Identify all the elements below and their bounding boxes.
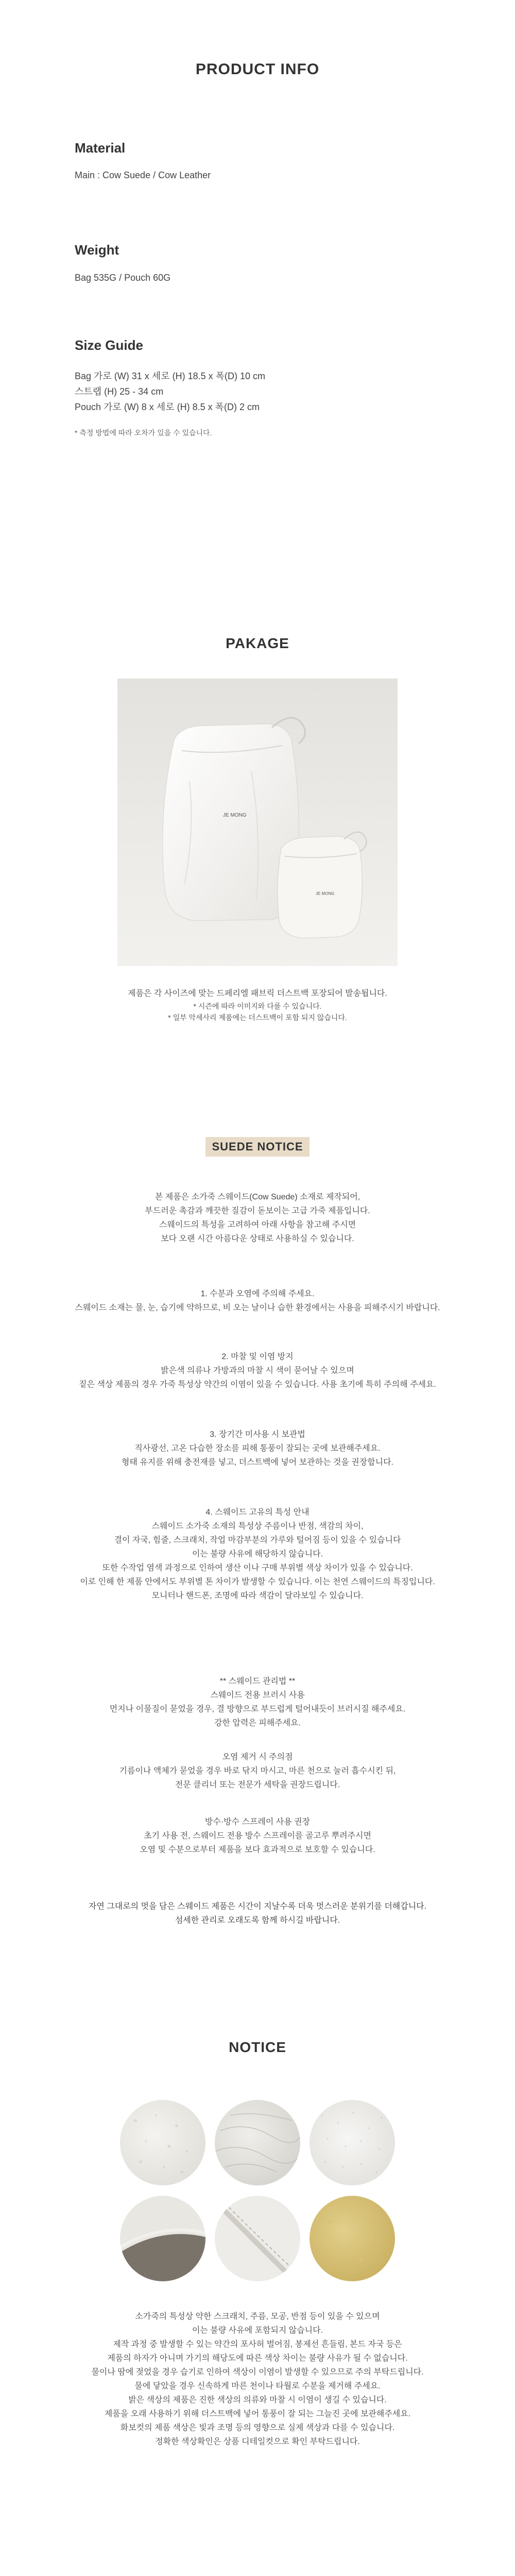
pore-pattern bbox=[310, 2100, 395, 2185]
suede-stain-title: 오염 제거 시 주의점 bbox=[222, 1753, 293, 1761]
suede-item-line: 이로 인해 한 제품 안에서도 부위별 톤 차이가 발생할 수 있습니다. 이는 천연 스웨이드의 특징입니다. bbox=[80, 1578, 435, 1586]
package-description bbox=[0, 987, 515, 1023]
material-value: Main : Cow Suede / Cow Leather bbox=[75, 170, 211, 180]
size-guide-line: Bag 가로 (W) 31 x 세로 (H) 18.5 x 폭(D) 10 cm bbox=[75, 371, 265, 381]
suede-item-title: 1. 수분과 오염에 주의해 주세요. bbox=[200, 1290, 315, 1298]
suede-spray-line: 초기 사용 전, 스웨이드 전용 방수 스프레이를 골고루 뿌려주시면 bbox=[144, 1832, 371, 1840]
suede-item-1 bbox=[0, 1287, 515, 1315]
weight-heading: Weight bbox=[75, 242, 119, 258]
suede-care-line: 먼지나 이물질이 묻었을 경우, 결 방향으로 부드럽게 털어내듯이 브러시질 해주세요. bbox=[109, 1705, 406, 1714]
notice-line: 이는 불량 사유에 포함되지 않습니다. bbox=[192, 2326, 323, 2335]
texture-pattern bbox=[120, 2100, 205, 2185]
suede-item-line: 스웨이드 소재는 물, 눈, 습기에 약하므로, 비 오는 날이나 습한 환경에서는 사용을 피해주시기 바랍니다. bbox=[75, 1303, 440, 1312]
notice-line: 소가죽의 특성상 약한 스크래치, 주름, 모공, 반점 등이 있을 수 있으며 bbox=[135, 2312, 380, 2321]
suede-item-line: 또한 수작업 염색 과정으로 인하여 생산 이나 구매 부위별 색상 차이가 있을 수 있습니다. bbox=[102, 1564, 413, 1572]
material-heading: Material bbox=[75, 140, 126, 156]
suede-item-line: 직사광선, 고온 다습한 장소를 피해 통풍이 잘되는 곳에 보관해주세요. bbox=[134, 1444, 381, 1453]
suede-item-line: 스웨이드 소가죽 소재의 특성상 주름이나 반점, 색감의 차이, bbox=[151, 1522, 364, 1531]
suede-item-line: 형태 유지를 위해 충전재를 넣고, 더스트백에 넣어 보관하는 것을 권장합니다. bbox=[121, 1458, 394, 1467]
suede-item-line: 모니터나 핸드폰, 조명에 따라 색감이 달라보일 수 있습니다. bbox=[151, 1591, 364, 1600]
suede-intro bbox=[0, 1190, 515, 1246]
size-guide-line: Pouch 가로 (W) 8 x 세로 (H) 8.5 x 폭(D) 2 cm bbox=[75, 402, 260, 412]
suede-closing-line: 섬세한 관리로 오래도록 함께 하시길 바랍니다. bbox=[175, 1916, 340, 1925]
suede-item-line: 밝은색 의류나 가방과의 마찰 시 색이 묻어날 수 있으며 bbox=[161, 1366, 354, 1375]
pouch-label-text: JE MONG bbox=[316, 891, 335, 896]
suede-item-title: 4. 스웨이드 고유의 특성 안내 bbox=[205, 1508, 310, 1517]
suede-spray bbox=[0, 1815, 515, 1857]
suede-closing-line: 자연 그대로의 멋을 담은 스웨이드 제품은 시간이 지날수록 더욱 멋스러운 분위기를 더해갑니다. bbox=[88, 1902, 427, 1911]
notice-title: NOTICE bbox=[229, 2039, 286, 2055]
suede-texture bbox=[310, 2196, 395, 2281]
edge-pattern bbox=[120, 2196, 205, 2281]
package-note: * 일부 악세사리 제품에는 더스트백이 포함 되지 않습니다. bbox=[168, 1013, 347, 1022]
notice-line: 제품의 하자가 아니며 가기의 해당도에 따른 색상 차이는 불량 사유가 될 수 없습니다. bbox=[107, 2354, 408, 2363]
suede-notice-title: SUEDE NOTICE bbox=[205, 1137, 310, 1157]
notice-line: 물에 닿았을 경우 신속하게 마른 천이나 타월로 수분을 제거해 주세요. bbox=[134, 2382, 381, 2391]
suede-item-title: 2. 마찰 및 이염 방지 bbox=[221, 1352, 294, 1361]
suede-item-title: 3. 장기간 미사용 시 보관법 bbox=[210, 1430, 305, 1439]
suede-color-swatch bbox=[310, 2196, 395, 2281]
weight-value: Bag 535G / Pouch 60G bbox=[75, 273, 171, 283]
leather-texture-swatch bbox=[120, 2100, 205, 2185]
suede-care bbox=[0, 1674, 515, 1730]
suede-item-line: 짙은 색상 제품의 경우 가죽 특성상 약간의 이염이 있을 수 있습니다. 사용 초기에 특히 주의해 주세요. bbox=[79, 1380, 436, 1389]
suede-item-3 bbox=[0, 1428, 515, 1469]
notice-line: 제작 과정 중 발생할 수 있는 약간의 포사허 벌어짐, 봉제선 흔들림, 본드 자국 등은 bbox=[113, 2340, 402, 2349]
suede-care-line: 강한 압력은 피해주세요. bbox=[214, 1719, 301, 1727]
suede-item-line: 결이 자국, 힘줄, 스크래치, 작업 마감부분의 가루와 털어짐 등이 있을 수 있습니다 bbox=[114, 1536, 401, 1545]
suede-spray-line: 오염 및 수분으로부터 제품을 보다 효과적으로 보호할 수 있습니다. bbox=[140, 1845, 375, 1854]
package-note: * 시즌에 따라 이미지와 다를 수 있습니다. bbox=[193, 1002, 322, 1010]
notice-line: 물이나 땀에 젖었을 경우 습기로 인하여 색상이 이염이 발생할 수 있으므로 주의 부탁드립니다. bbox=[91, 2368, 424, 2377]
seam-pattern bbox=[215, 2196, 300, 2281]
suede-care-subtitle: 스웨이드 전용 브러시 사용 bbox=[210, 1691, 305, 1700]
size-guide-line: 스트랩 (H) 25 - 34 cm bbox=[75, 386, 164, 397]
package-line: 제품은 각 사이즈에 맞는 드페리엘 패브릭 더스트백 포장되어 발송됩니다. bbox=[128, 989, 387, 998]
package-image bbox=[117, 679, 398, 966]
wrinkle-pattern bbox=[215, 2100, 300, 2185]
leather-wrinkle-swatch bbox=[215, 2100, 300, 2185]
suede-item-2 bbox=[0, 1350, 515, 1392]
notice-description bbox=[0, 2310, 515, 2449]
stitch-edge-swatch bbox=[120, 2196, 205, 2281]
seam-swatch bbox=[215, 2196, 300, 2281]
suede-stain-line: 기름이나 액체가 묻었을 경우 바로 닦지 마시고, 마른 천으로 눌러 흡수시킨 뒤, bbox=[119, 1767, 396, 1775]
suede-intro-line: 스웨이드의 특성을 고려하여 아래 사항을 참고해 주시면 bbox=[159, 1221, 356, 1229]
suede-closing bbox=[0, 1900, 515, 1927]
notice-line: 제품을 오래 사용하기 위해 더스트백에 넣어 통풍이 잘 되는 그늘진 곳에 보관해주세요. bbox=[104, 2410, 411, 2418]
suede-item-line: 이는 불량 사유에 해당하지 않습니다. bbox=[192, 1550, 323, 1558]
suede-spray-title: 방수·방수 스프레이 사용 권장 bbox=[204, 1818, 311, 1826]
suede-stain bbox=[0, 1750, 515, 1792]
package-title: PAKAGE bbox=[226, 635, 289, 651]
suede-intro-line: 보다 오랜 시간 아름다운 상태로 사용하실 수 있습니다. bbox=[161, 1234, 354, 1243]
notice-line: 정확한 색상확인은 상품 디테일컷으로 확인 부탁드립니다. bbox=[155, 2437, 360, 2446]
notice-line: 밝은 색상의 제품은 진한 색상의 의류와 마찰 시 이염이 생길 수 있습니다. bbox=[128, 2396, 387, 2404]
suede-item-4 bbox=[0, 1505, 515, 1603]
bag-label-text: JE MONG bbox=[223, 812, 247, 818]
suede-stain-line: 전문 클리너 또는 전문가 세탁을 권장드립니다. bbox=[175, 1781, 340, 1789]
suede-intro-line: 본 제품은 소가죽 스웨이드(Cow Suede) 소재로 제작되어, bbox=[154, 1193, 360, 1201]
suede-intro-line: 부드러운 촉감과 깨끗한 질감이 돋보이는 고급 가죽 제품입니다. bbox=[145, 1207, 370, 1215]
leather-pore-swatch bbox=[310, 2100, 395, 2185]
dust-bag-illustration bbox=[117, 679, 398, 966]
notice-line: 화보컷의 제품 색상은 빛과 조명 등의 영향으로 실제 색상과 다를 수 있습니다. bbox=[120, 2424, 395, 2432]
suede-care-title: ** 스웨이드 관리법 ** bbox=[219, 1677, 296, 1686]
product-info-title: PRODUCT INFO bbox=[195, 61, 320, 78]
size-guide-note: * 측정 방법에 따라 오차가 있을 수 있습니다. bbox=[75, 429, 212, 437]
size-guide-heading: Size Guide bbox=[75, 337, 143, 353]
